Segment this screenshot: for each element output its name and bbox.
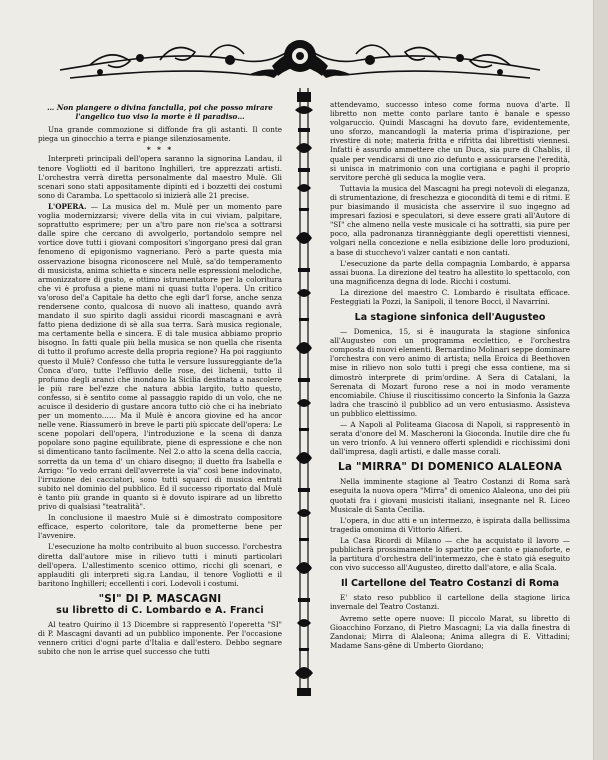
heading-subtitle: su libretto di C. Lombardo e A. Franci (56, 604, 264, 616)
paragraph: L'esecuzione da parte della compagnia Lombardo, è apparsa assai buona. La direzione del teatro ha allestito lo spettacolo, con una magnificenza degna di lode. Ricchi i costumi. (330, 258, 570, 286)
left-column (38, 100, 282, 658)
poem-quote: … Non piangere o divina fanciulla, poi che posso mirare l'angelico tuo viso la morte è il paradiso… (47, 103, 273, 122)
paragraph: L'esecuzione ha molto contribuito al buon successo. l'orchestra diretta dall'autore mise in rilievo tutti i minuti particolari dell'opera. L'allestimento scenico ottimo, ricchi gli scenari, e applauditi gli interpreti sig.ra Landau, il tenore Vogliotti e il baritono Inghilleri; eccellenti i cori. Lodevoli i costumi. (38, 542, 282, 588)
paragraph: In conclusione il maestro Mulè si è dimostrato compositore efficace, esperto coloritore, tale da prometterne bene per l'avvenire. (38, 513, 282, 541)
section-separator: * * * (146, 145, 174, 155)
paragraph: La Casa Ricordi di Milano — che ha acquistato il lavoro — pubblicherà prossimamente lo spartito per canto e pianoforte, e la partitura d'orchestra dell'intermezzo, che è stato già eseguito con vivo successo all'Augusteo, diretto dall'atore, e alla Scala. (330, 535, 570, 573)
page-edge-shadow (593, 0, 608, 760)
paragraph: — Domenica, 15, si è inaugurata la stagione sinfonica all'Augusteo con un programma ecclettico, e l'orchestra composta di nuovi elementi. Bernardino Molinari seppe dominare l'orchestra con vero animo di artista; nella Eroica di Beethoven mise in rilievo non solo tutti i pregi che essa contiene, ma si dimostrò interprete di prim'ordine. A Sera di Catalani, la Serenata di Mozart furono rese a noi in modo veramente encomiabile. Chiuse il riuscitissimo concerto la Sinfonia la Gazza ladra che trascinò il pubblico ad un vero entusiasmo. Assisteva un pubblico elettissimo. (330, 327, 570, 418)
heading-title: "SI" DI P. MASCAGNI (98, 592, 222, 605)
paragraph: Una grande commozione si diffonde fra gli astanti. Il conte piega un ginocchio a terra e piange silenziosamente. (38, 125, 282, 144)
section-heading-augusteo: La stagione sinfonica dell'Augusteo (354, 312, 546, 324)
paragraph: Avremo sette opere nuove: Il piccolo Marat, su libretto di Gioacchino Forzano, di Pietro Mascagni; La via dalla finestra di Zandonai; Mirra di Alaleona; Anima allegra di E. Vittadini; Madame Sans-gêne di Umberto Giordano; (330, 613, 570, 650)
section-heading-mirra: La "MIRRA" DI DOMENICO ALALEONA (337, 461, 563, 474)
paragraph: Nella imminente stagione al Teatro Costanzi di Roma sarà eseguita la nuova opera "Mirra" di omenico Alaleona, uno dei più quotati fra i giovani musicisti italiani, insegnante nel R. Liceo Musicale di Santa Cecilia. (330, 477, 570, 514)
section-heading-si-mascagni (38, 594, 282, 616)
right-column (330, 100, 570, 652)
paragraph: E' stato reso pubblico il cartellone della stagione lirica invernale del Teatro Costanzi. (330, 593, 570, 612)
opera-review-text: — La musica del m. Mulè per un momento pare voglia modernizzarsi; vivere della vita in cui viviam, palpitare, soprattutto esprimere; per un a'tro pare non rie'sca a sottrarsi dalle spire che cercano di avvolgerlo, portandolo sempre nel vortice dove tutti i giovani compositori s'ingorgano presi dal gran fenomeno di epigonismo vagneriano. Però a parte questa mia osservazione bisogna riconoscere nel Mulè, sa'do temperamento di musicista, anima schietta e sincera nelle espressioni melodiche, armonizzatore di gusto, e ottimo istrumentatore per la coloritura che vi è profusa a piene mani ni quasi tutta l'opera. Un critico va'oroso del'a Capitale ha detto che egli dar'l forse, anche senza rendersene conto, qualcosa di nuovo ali inatteso, quando avrà mandato il suo spirito dagli assidui ricordi mascagnani e avrà fatto piena dedizione di sè alla sua terra. Sarà musica regionale, ma certamente bella e sincera. E di tale musica abbiamo proprio bisogno. In fatti quale più bella musica se non quella che risenta di tutto il profumo acreste della propria regione? Ha poi raggiunto questo il Mulè? Confesso che tutta le versure lussureggiante de'la Conca d'oro, tutte l'effluvio delle rose, dei lichenii, tutto il profumo degli aranci che inondano la Sicilia destinata a nascolere le più rare bel'ezze che natura abbia largito, tutto questo, confesso, si è sentito come al passaggio rapido di un volo, che ne acuisce il desiderio di gustare ancora tutto ciò che ci ha inebriato per un momento…… Ma il Mulè è ancora giovine ed ha ancor nelle vene. Riassumerò in breve le parti più spiccate dell'opera: Le scene popolari dell'opera, l'introduzione e la scena di danza popolare sono pagine equilibrate, piene di espressione e che non si dimenticano tanto facilmente. Nel 2.o atto la scena della caccia, sorretta da un tema d' un chiaro disegno; il duetto fra Isabella e Arrigo: "Io vedo errani dell'avverrete la via" così bene indovinato, l'irruzione dei cacciatori, sono tutti squarci di musica entrati subito nel dominio del pubblico. Ed il successo riportato dal Mulè è tanto più grande in quanto si è dovuto ispirare ad un libretto privo di qualsiasi "teatralità". (38, 201, 282, 512)
paragraph: L'opera, in duc atti e un intermezzo, è ispirata dalla bellissima tragedia omonima di Vittorio Alfieri. (330, 515, 570, 534)
paragraph: Al teatro Quirino il 13 Dicembre si rappresentò l'operetta "SI" di P. Mascagni davanti ad un pubblico imponente. Per l'occasione vennero critici d'ogni parte d'Italia e dall'estero. Debbo segnare subito che non le arrise quel successo che tutti (38, 619, 282, 657)
paragraph: — A Napoli al Politeama Giacosa di Napoli, si rappresentò in serata d'onore del M. Mascheroni la Gioconda. Inutile dire che fu un vero trionfo. A lui vennero offerti splendidi e ricchissimi doni dall'impresa, dagli artisti, e dalle masse corali. (330, 420, 570, 457)
paragraph: Interpreti principali dell'opera saranno la signorina Landau, il tenore Vogliotti ed il baritono Inghilleri, tre apprezzati artisti. L'orchestra verrà diretta personalmente dal maestro Mulè. Gli scenari sono stati appositamente dipinti ed i bozzetti dei costumi sono di Caramba. Lo spettacolo si inizierà alle 21 precise. (38, 154, 282, 200)
opera-lead: L'OPERA. (48, 201, 87, 211)
paragraph: attendevamo, successo inteso come forma nuova d'arte. Il libretto non mette conto parlare tanto è banale e spesso volgaruccio. Quindi Mascagni ha dovuto fare, evidentemente, uno sforzo, mancandogli la materia prima d'ispirazione, per rivestire di note; materia fritta e rifritta dai librettisti viennesi. Infatti è assurdo ammettere che un Duca, sia pure di Chablis, il quale per vendicarsi di uno zio defunto e assicurarsene l'eredità, si unisca in matrimonio con una cortigiana e paghi il proprio servitore perchè gli seduca la moglie vera. (330, 100, 570, 182)
section-heading-cartellone: Il Cartellone del Teatro Costanzi di Roma (340, 578, 560, 590)
paragraph: Tuttavia la musica del Mascagni ha pregi notevoli di eleganza, di strumentazione, di freschezza e giocondità di temi e di ritmi. E pur biasimando il musicista che asservire il suo ingegno ad impresari faziosi e speculatori, si deve essere grati all'Autore di "SI" che almeno nella veste musicale ci ha sottratti, sia pure per poco, alla padronanza tirannèggiante degli operettisti viennesi, volgari nella concezione e nella esibizione delle loro produzioni, a base di stucchevo'i valzer cantati e non cantati. (330, 183, 570, 257)
decorative-column-divider (289, 88, 319, 700)
paragraph (38, 202, 282, 511)
paragraph: La direzione del maestro C. Lombardo è risultata efficace. Festeggiati la Pozzi, la Sanipoli, il tenore Bocci, il Navarrini. (330, 287, 570, 306)
